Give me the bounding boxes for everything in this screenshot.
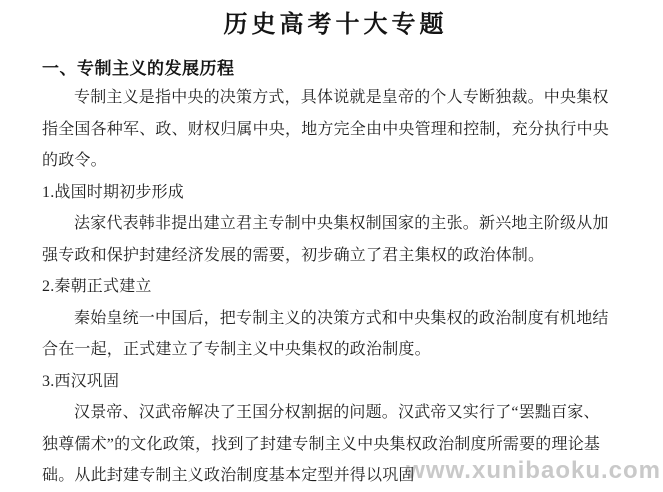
paragraph-line: 指全国各种军、政、财权归属中央，地方完全由中央管理和控制，充分执行中央	[42, 120, 610, 138]
paragraph-intro	[42, 82, 625, 177]
paragraph-western-han	[42, 397, 625, 492]
subheading-western-han: 3.西汉巩固	[42, 372, 120, 390]
paragraph-line: 专制主义是指中央的决策方式，具体说就是皇帝的个人专断独裁。中央集权	[74, 89, 609, 106]
subheading-warring-states: 1.战国时期初步形成	[42, 183, 185, 201]
watermark-site-url: www.xunibaoku.com	[406, 457, 661, 484]
paragraph-line: 秦始皇统一中国后，把专制主义的决策方式和中央集权的政治制度有机地结	[74, 309, 609, 327]
paragraph-line: 独尊儒术”的文化政策，找到了封建专制主义中央集权政治制度所需要的理论基	[42, 435, 601, 453]
paragraph-line: 法家代表韩非提出建立君主专制中央集权制国家的主张。新兴地主阶级从加	[74, 215, 609, 232]
subheading-qin-dynasty: 2.秦朝正式建立	[42, 278, 152, 295]
paragraph-line: 强专政和保护封建经济发展的需要，初步确立了君主集权的政治体制。	[42, 246, 545, 264]
section-heading: 一、专制主义的发展历程	[42, 59, 235, 78]
paragraph-line: 的政令。	[42, 152, 107, 169]
document-title: 历史高考十大专题	[223, 11, 448, 38]
paragraph-line: 础。从此封建专制主义政治制度基本定型并得以巩固	[42, 467, 415, 484]
paragraph-qin-dynasty	[42, 303, 625, 366]
paragraph-line: 合在一起，正式建立了专制主义中央集权的政治制度。	[42, 341, 431, 358]
paragraph-warring-states	[42, 208, 625, 271]
paragraph-line: 汉景帝、汉武帝解决了王国分权割据的问题。汉武帝又实行了“罢黜百家、	[74, 404, 600, 421]
